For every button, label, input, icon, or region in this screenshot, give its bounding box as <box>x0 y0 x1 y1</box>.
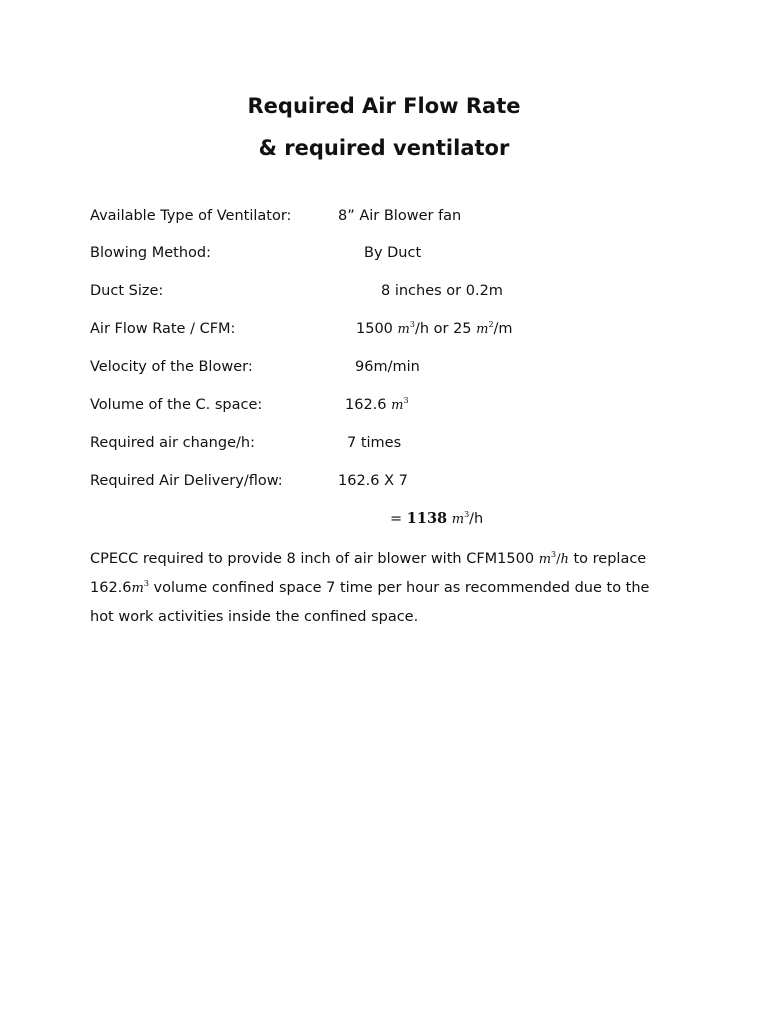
spec-label: Duct Size: <box>90 283 164 299</box>
unit-m3 <box>452 512 469 527</box>
spec-value: 96m/min <box>355 359 420 375</box>
conclusion-line1 <box>90 545 690 574</box>
spec-row-air-change <box>90 432 690 454</box>
spec-row-air-flow-rate <box>90 318 690 340</box>
spec-label: Air Flow Rate / CFM: <box>90 321 236 337</box>
spec-value: 7 times <box>347 435 402 451</box>
flow-middle-text: /h or 25 <box>414 321 472 337</box>
unit-m3 <box>132 581 149 596</box>
spec-label: Required air change/h: <box>90 435 255 451</box>
spec-row-air-delivery <box>90 470 690 492</box>
unit-base: m <box>476 322 489 337</box>
spec-label: Velocity of the Blower: <box>90 359 253 375</box>
spec-label: Volume of the C. space: <box>90 397 263 413</box>
unit-base: m <box>538 552 552 567</box>
conclusion-line2 <box>90 574 690 603</box>
spec-value: 8 inches or 0.2m <box>381 283 503 299</box>
document-title-line2: & required ventilator <box>258 136 510 160</box>
conclusion-text: volume confined space 7 time per hour as recommended due to the <box>153 580 650 596</box>
result-number: 1138 <box>406 510 448 527</box>
spec-label: Blowing Method: <box>90 245 212 261</box>
volume-number: 162.6 <box>345 397 387 413</box>
unit-m3-per-h <box>539 552 569 567</box>
unit-slash: / <box>556 552 561 567</box>
result-value <box>390 508 483 531</box>
spec-row-duct-size <box>90 280 690 302</box>
spec-value-volume <box>345 394 409 417</box>
unit-base: m <box>451 512 465 527</box>
unit-exponent: 3 <box>551 550 557 559</box>
document-title-line1: Required Air Flow Rate <box>247 94 521 118</box>
unit-base: m <box>391 398 404 413</box>
result-row <box>90 508 690 530</box>
spec-value: 162.6 X 7 <box>338 473 408 489</box>
spec-row-velocity <box>90 356 690 378</box>
unit-exponent: 3 <box>409 320 415 329</box>
spec-value: By Duct <box>364 245 422 261</box>
unit-exponent: 3 <box>403 396 409 405</box>
spec-row-blowing-method <box>90 242 690 264</box>
conclusion-text: 162.6 <box>90 580 132 596</box>
conclusion-paragraph <box>90 545 690 631</box>
unit-base: m <box>131 581 144 596</box>
spec-value: 8” Air Blower fan <box>338 208 462 224</box>
spec-label: Available Type of Ventilator: <box>90 208 292 224</box>
unit-m2 <box>476 322 493 337</box>
unit-m3 <box>398 322 415 337</box>
unit-base: m <box>397 322 410 337</box>
equals-sign: = <box>390 511 403 527</box>
unit-h: h <box>560 552 569 567</box>
conclusion-text: CPECC required to provide 8 inch of air blower with CFM1500 <box>90 551 535 567</box>
flow-suffix: /m <box>493 321 513 337</box>
conclusion-line3: hot work activities inside the confined space. <box>90 609 419 625</box>
unit-m3 <box>391 398 408 413</box>
result-suffix: /h <box>469 511 484 527</box>
spec-row-ventilator-type <box>90 205 690 227</box>
unit-exponent: 3 <box>464 510 470 519</box>
spec-label: Required Air Delivery/flow: <box>90 473 283 489</box>
unit-exponent: 3 <box>143 579 149 588</box>
spec-row-volume <box>90 394 690 416</box>
unit-exponent: 2 <box>488 320 494 329</box>
spec-value-air-flow <box>356 318 513 341</box>
flow-number: 1500 <box>356 321 393 337</box>
conclusion-text: to replace <box>573 551 647 567</box>
